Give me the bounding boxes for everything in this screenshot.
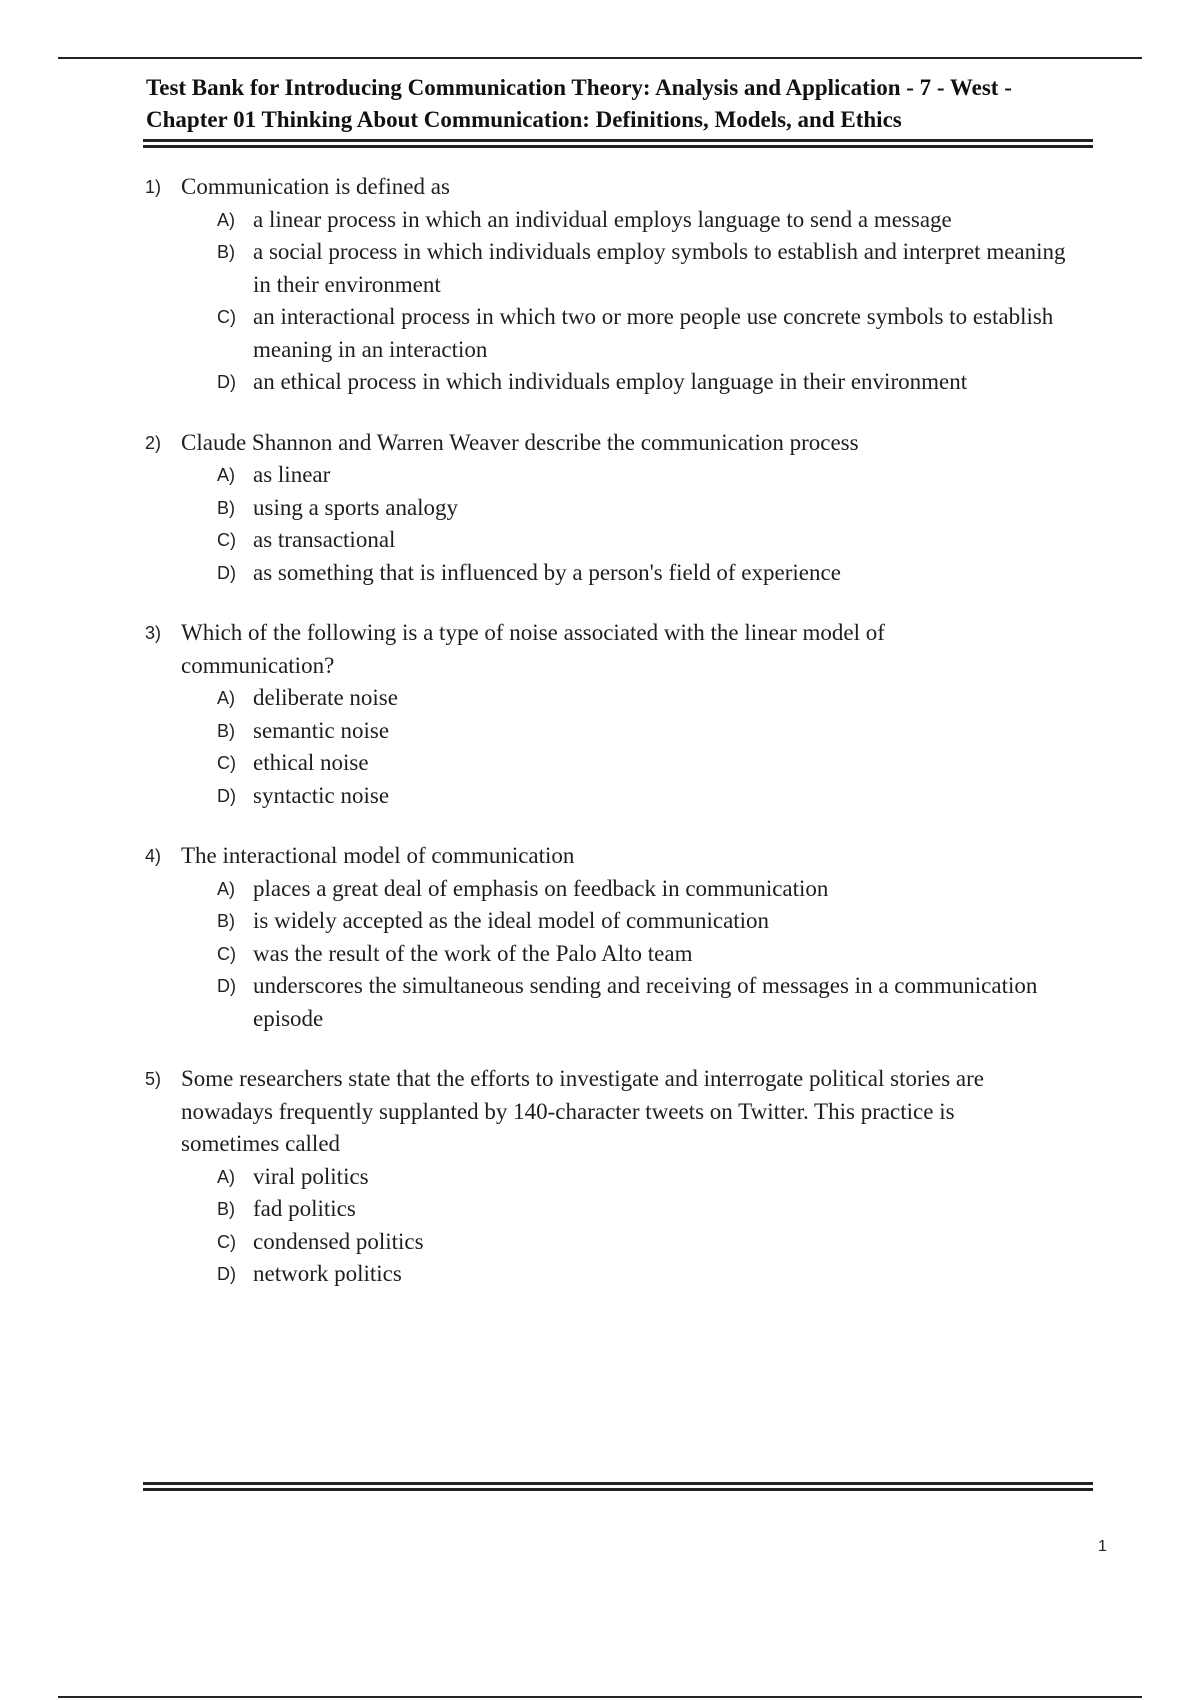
question-number: 4) <box>145 846 162 866</box>
page-number: 1 <box>1098 1538 1107 1555</box>
option-letter: D) <box>217 562 236 583</box>
option-text: syntactic noise <box>253 782 390 808</box>
option-text: places a great deal of emphasis on feedback in communication <box>253 875 829 901</box>
question-5 <box>145 1063 1105 1291</box>
option-text: as transactional <box>253 527 396 552</box>
answer-options <box>145 1161 1105 1291</box>
question-text: Some researchers state that the efforts to investigate and interrogate political stories are nowadays frequently supplanted by 140-character tweets on Twitter. This practice is sometimes called <box>181 1066 985 1156</box>
answer-option <box>217 1161 1105 1194</box>
option-text: deliberate noise <box>253 685 398 710</box>
answer-option <box>217 301 1105 366</box>
option-text: underscores the simultaneous sending and receiving of messages in a communication episode <box>253 973 1038 1031</box>
top-page-rule <box>58 57 1142 59</box>
option-text: as something that is influenced by a person's field of experience <box>253 559 841 585</box>
answer-option <box>217 747 1105 780</box>
option-text: an interactional process in which two or more people use concrete symbols to establish meaning in an interaction <box>253 304 1054 362</box>
document-header <box>146 72 1096 136</box>
question-text: Which of the following is a type of noise associated with the linear model of communication? <box>181 620 885 678</box>
answer-option <box>217 524 1105 557</box>
header-double-rule <box>143 139 1093 149</box>
answer-option <box>217 1193 1105 1226</box>
answer-option <box>217 459 1105 492</box>
question-4 <box>145 840 1105 1035</box>
option-text: was the result of the work of the Palo Alto team <box>253 940 693 966</box>
option-text: ethical noise <box>253 750 369 775</box>
answer-option <box>217 905 1105 938</box>
answer-options <box>145 682 1105 812</box>
option-letter: A) <box>217 1166 235 1187</box>
option-letter: C) <box>217 1231 236 1252</box>
question-list <box>145 171 1105 1319</box>
option-letter: C) <box>217 753 236 773</box>
option-letter: A) <box>217 878 235 899</box>
answer-option <box>217 780 1105 813</box>
question-number: 2) <box>145 432 162 453</box>
question-2 <box>145 427 1105 590</box>
header-title-line1: Test Bank for Introducing Communication Theory: Analysis and Application - 7 - West - <box>146 75 1012 100</box>
question-number: 3) <box>145 623 162 643</box>
option-text: as linear <box>253 462 331 487</box>
answer-option <box>217 366 1105 399</box>
option-letter: D) <box>217 785 236 806</box>
footer-double-rule <box>143 1482 1093 1492</box>
option-letter: A) <box>217 209 235 230</box>
option-letter: C) <box>217 307 236 327</box>
option-letter: A) <box>217 688 235 708</box>
option-letter: B) <box>217 911 235 931</box>
answer-options <box>145 873 1105 1036</box>
option-text: a social process in which individuals employ symbols to establish and interpret meaning in their environment <box>253 239 1066 297</box>
question-text: Communication is defined as <box>181 174 450 199</box>
answer-option <box>217 970 1105 1035</box>
option-letter: D) <box>217 1264 236 1284</box>
question-text: Claude Shannon and Warren Weaver describe the communication process <box>181 429 859 455</box>
answer-option <box>217 715 1105 748</box>
option-text: fad politics <box>253 1196 356 1221</box>
option-text: viral politics <box>253 1163 369 1189</box>
option-text: condensed politics <box>253 1228 424 1254</box>
option-text: a linear process in which an individual employs language to send a message <box>253 206 952 232</box>
answer-option <box>217 557 1105 590</box>
option-text: semantic noise <box>253 717 390 743</box>
option-letter: B) <box>217 242 235 262</box>
question-3 <box>145 617 1105 812</box>
bottom-page-rule <box>58 1696 1142 1698</box>
option-letter: C) <box>217 530 236 550</box>
question-number: 5) <box>145 1069 162 1089</box>
answer-option <box>217 873 1105 906</box>
option-text: an ethical process in which individuals employ language in their environment <box>253 369 968 394</box>
answer-option <box>217 492 1105 525</box>
question-text: The interactional model of communication <box>181 843 575 868</box>
answer-option <box>217 938 1105 971</box>
question-number: 1) <box>145 177 162 197</box>
answer-options <box>145 459 1105 589</box>
option-text: network politics <box>253 1261 402 1286</box>
option-letter: B) <box>217 497 235 518</box>
option-letter: C) <box>217 943 236 964</box>
answer-option <box>217 682 1105 715</box>
answer-option <box>217 1258 1105 1291</box>
option-text: is widely accepted as the ideal model of communication <box>253 908 770 933</box>
question-1 <box>145 171 1105 399</box>
option-letter: B) <box>217 720 235 741</box>
answer-option <box>217 1226 1105 1259</box>
option-letter: D) <box>217 372 236 392</box>
answer-options <box>145 204 1105 399</box>
header-title-line2: Chapter 01 Thinking About Communication: Definitions, Models, and Ethics <box>146 107 902 132</box>
option-letter: D) <box>217 976 236 996</box>
option-text: using a sports analogy <box>253 494 459 520</box>
option-letter: A) <box>217 465 235 485</box>
option-letter: B) <box>217 1199 235 1219</box>
answer-option <box>217 236 1105 301</box>
answer-option <box>217 204 1105 237</box>
